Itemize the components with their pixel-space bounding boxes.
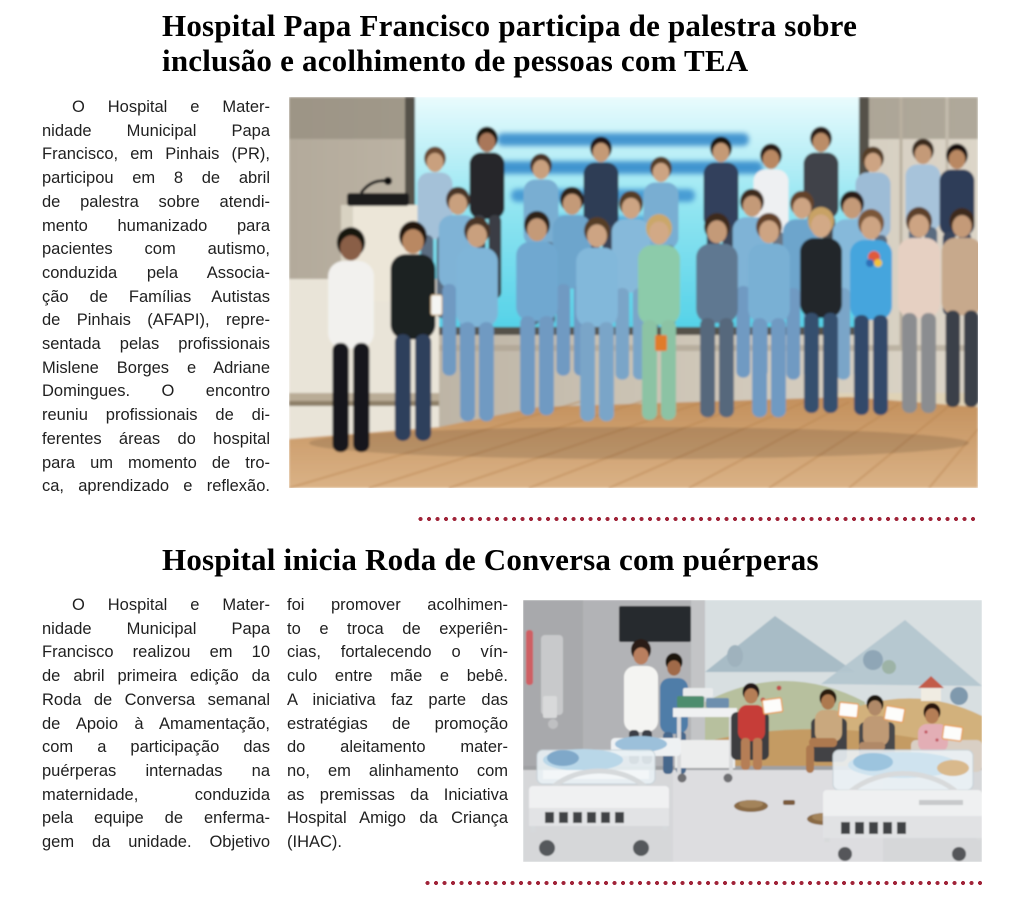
text-line: para um momento de tro- — [42, 453, 270, 472]
text-line: Domingues. O encontro — [42, 382, 270, 401]
text-line: puérperas internadas na — [42, 761, 270, 780]
text-line: Francisco realizou em 10 — [42, 643, 270, 662]
text-line: nidade Municipal Papa — [42, 619, 270, 638]
article2-body-column-2 — [287, 594, 508, 855]
handheld-item — [655, 335, 667, 351]
text-line: de abril primeira edição da — [42, 667, 270, 686]
article1-title — [162, 8, 1002, 78]
text-line: conduzida pela Associa- — [42, 263, 270, 282]
text-line: foi promover acolhimen- — [287, 596, 508, 614]
text-line: participou em 8 de abril — [42, 169, 270, 188]
text-line: Francisco, em Pinhais (PR), — [42, 145, 270, 164]
text-line: Hospital Papa Francisco participa de palestra sobre — [162, 8, 858, 43]
article1-body-column — [42, 96, 270, 499]
text-line: sentada pelas profissionais — [42, 335, 270, 354]
text-line: de Apoio à Amamentação, — [42, 714, 270, 733]
auditorium-scene — [289, 97, 978, 488]
dotted-separator — [418, 516, 975, 522]
text-line: mento humanizado para — [42, 216, 270, 235]
text-line: de palestra sobre atendi- — [42, 192, 270, 211]
text-line: ca, aprendizado e reflexão. — [42, 477, 270, 496]
text-line: nidade Municipal Papa — [42, 121, 270, 140]
handheld-leaflet — [431, 295, 442, 315]
text-line: Hospital Amigo da Criança — [287, 809, 508, 828]
red-wall-strip — [526, 630, 533, 685]
text-line: A iniciativa faz parte das — [287, 690, 508, 709]
wall-tv — [619, 606, 691, 642]
text-line: culo entre mãe e bebê. — [287, 667, 508, 686]
dotted-separator — [425, 880, 985, 886]
text-line: cias, fortalecendo o vín- — [287, 643, 508, 662]
text-line: as premissas da Iniciativa — [287, 785, 508, 804]
text-line: do aleitamento mater- — [287, 738, 508, 757]
text-line: estratégias de promoção — [287, 714, 508, 733]
text-line: no, em alinhamento com — [287, 761, 508, 780]
text-line: (IHAC). — [287, 833, 342, 852]
text-line: pacientes com autismo, — [42, 240, 270, 259]
text-line: reuniu profissionais de di- — [42, 406, 270, 425]
text-line: de Pinhais (AFAPI), repre- — [42, 311, 270, 330]
text-line: gem da unidade. Objetivo — [42, 833, 270, 852]
maternity-room-scene — [523, 600, 982, 862]
text-line: O Hospital e Mater- — [72, 98, 270, 116]
text-line: maternidade, conduzida — [42, 785, 270, 804]
text-line: O Hospital e Mater- — [72, 596, 270, 614]
article1-photo — [289, 97, 978, 488]
text-line: Mislene Borges e Adriane — [42, 358, 270, 377]
article2-body-column-1 — [42, 594, 270, 855]
text-line: ferentes áreas do hospital — [42, 429, 270, 448]
article2-photo — [523, 600, 982, 862]
text-line: Roda de Conversa semanal — [42, 690, 270, 709]
text-line: pela equipe de enferma- — [42, 809, 270, 828]
text-line: ção de Famílias Autistas — [42, 287, 270, 306]
text-line: com a participação das — [42, 738, 270, 757]
text-line: to e troca de experiên- — [287, 619, 508, 638]
article2-title: Hospital inicia Roda de Conversa com puérperas — [162, 542, 819, 577]
text-line: inclusão e acolhimento de pessoas com TEA — [162, 43, 749, 78]
